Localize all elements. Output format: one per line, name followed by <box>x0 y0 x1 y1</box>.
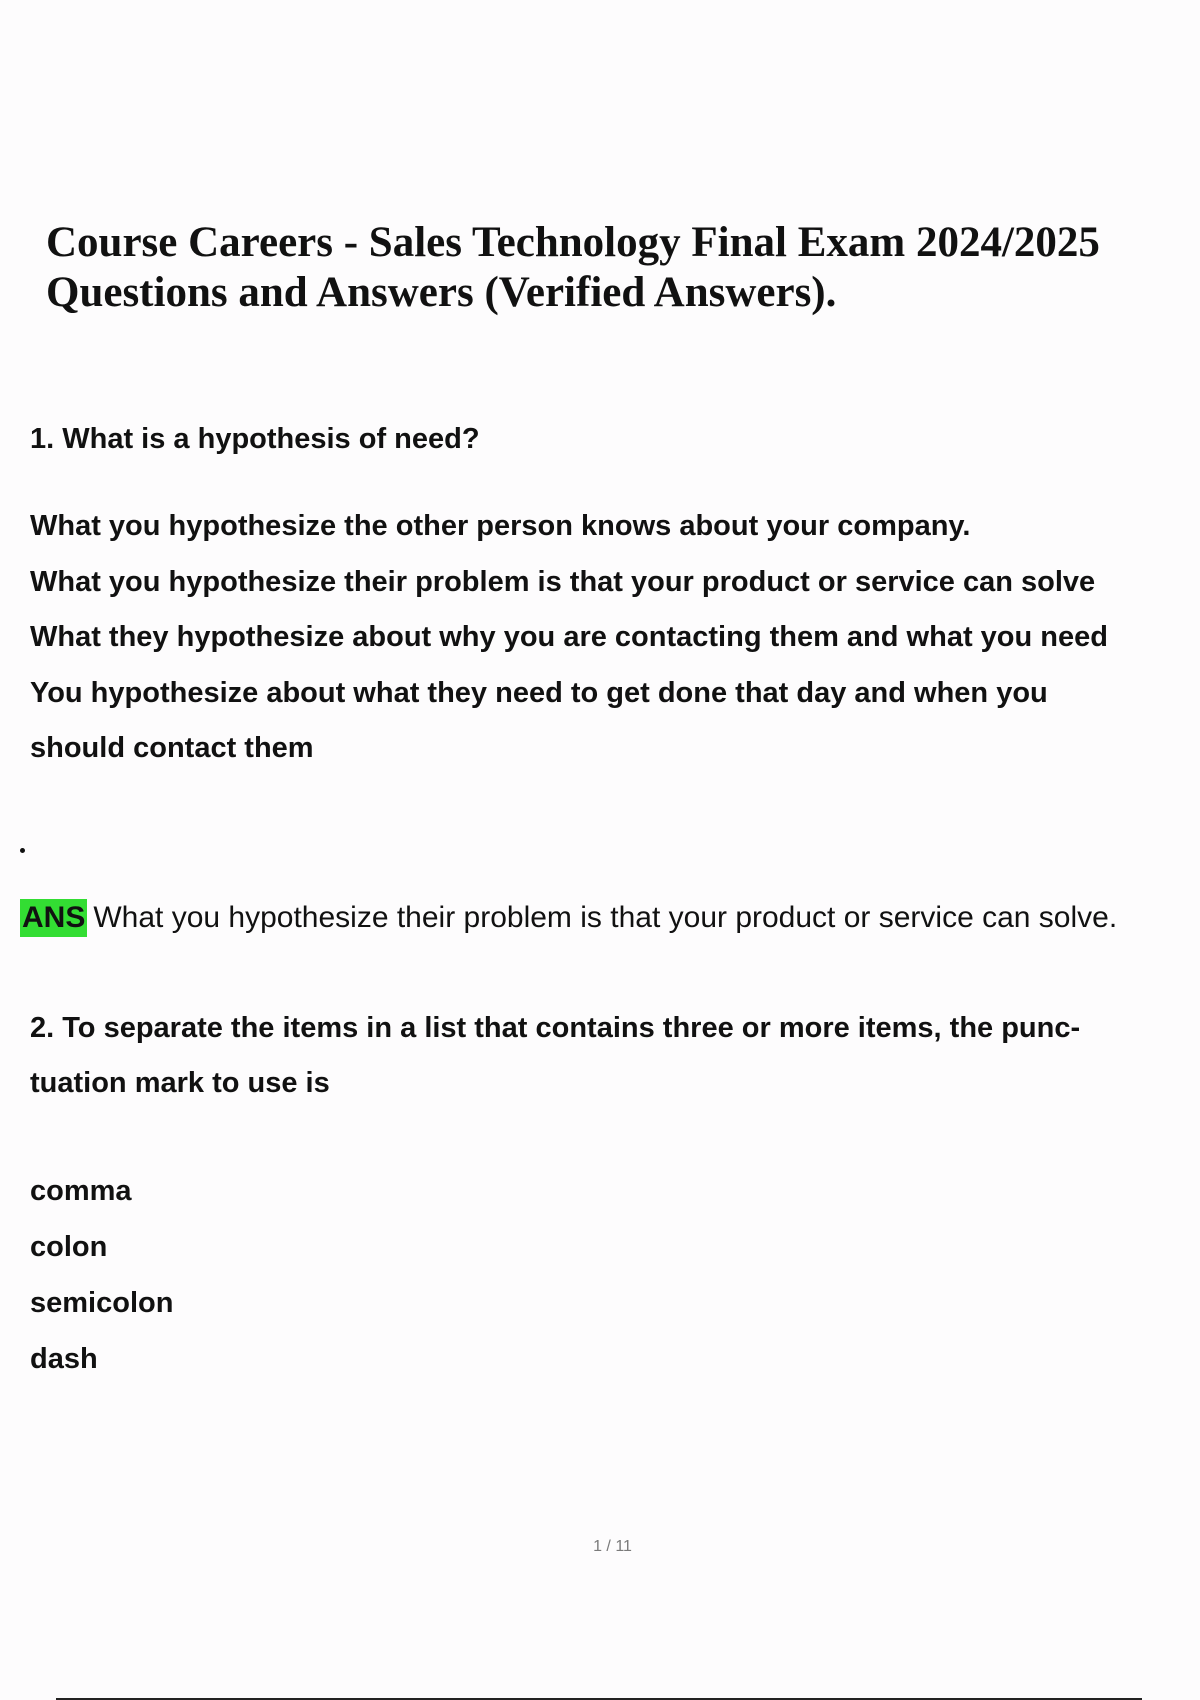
question-2-option: colon <box>30 1231 108 1263</box>
bullet-dot <box>20 848 25 853</box>
title-line-1: Course Careers - Sales Technology Final Exam 2024/2025 <box>46 219 1100 266</box>
question-1-answer <box>20 896 1117 940</box>
question-2-option: semicolon <box>30 1287 174 1319</box>
question-2-option: dash <box>30 1343 98 1375</box>
title-line-2: Questions and Answers (Verified Answers). <box>46 269 837 316</box>
answer-tag: ANS <box>20 899 87 937</box>
question-1-option: You hypothesize about what they need to get done that day and when you <box>30 676 1048 709</box>
page-number: 1 / 11 <box>593 1538 632 1555</box>
question-1-option: What you hypothesize their problem is that your product or service can solve <box>30 565 1096 598</box>
document-title <box>46 218 1196 318</box>
question-2-options <box>30 1163 173 1387</box>
question-2-option: comma <box>30 1175 132 1207</box>
question-1-option: What you hypothesize the other person knows about your company. <box>30 510 971 542</box>
question-2-prompt-line: 2. To separate the items in a list that contains three or more items, the punc- <box>30 1012 1081 1044</box>
question-1-option: should contact them <box>30 732 314 764</box>
question-2-prompt <box>30 1001 1080 1111</box>
question-2-prompt-line: tuation mark to use is <box>30 1067 330 1099</box>
question-1-prompt: 1. What is a hypothesis of need? <box>30 423 480 455</box>
answer-text: What you hypothesize their problem is that your product or service can solve. <box>93 901 1118 934</box>
question-1-options <box>30 499 1108 777</box>
question-1-option: What they hypothesize about why you are contacting them and what you need <box>30 621 1108 653</box>
